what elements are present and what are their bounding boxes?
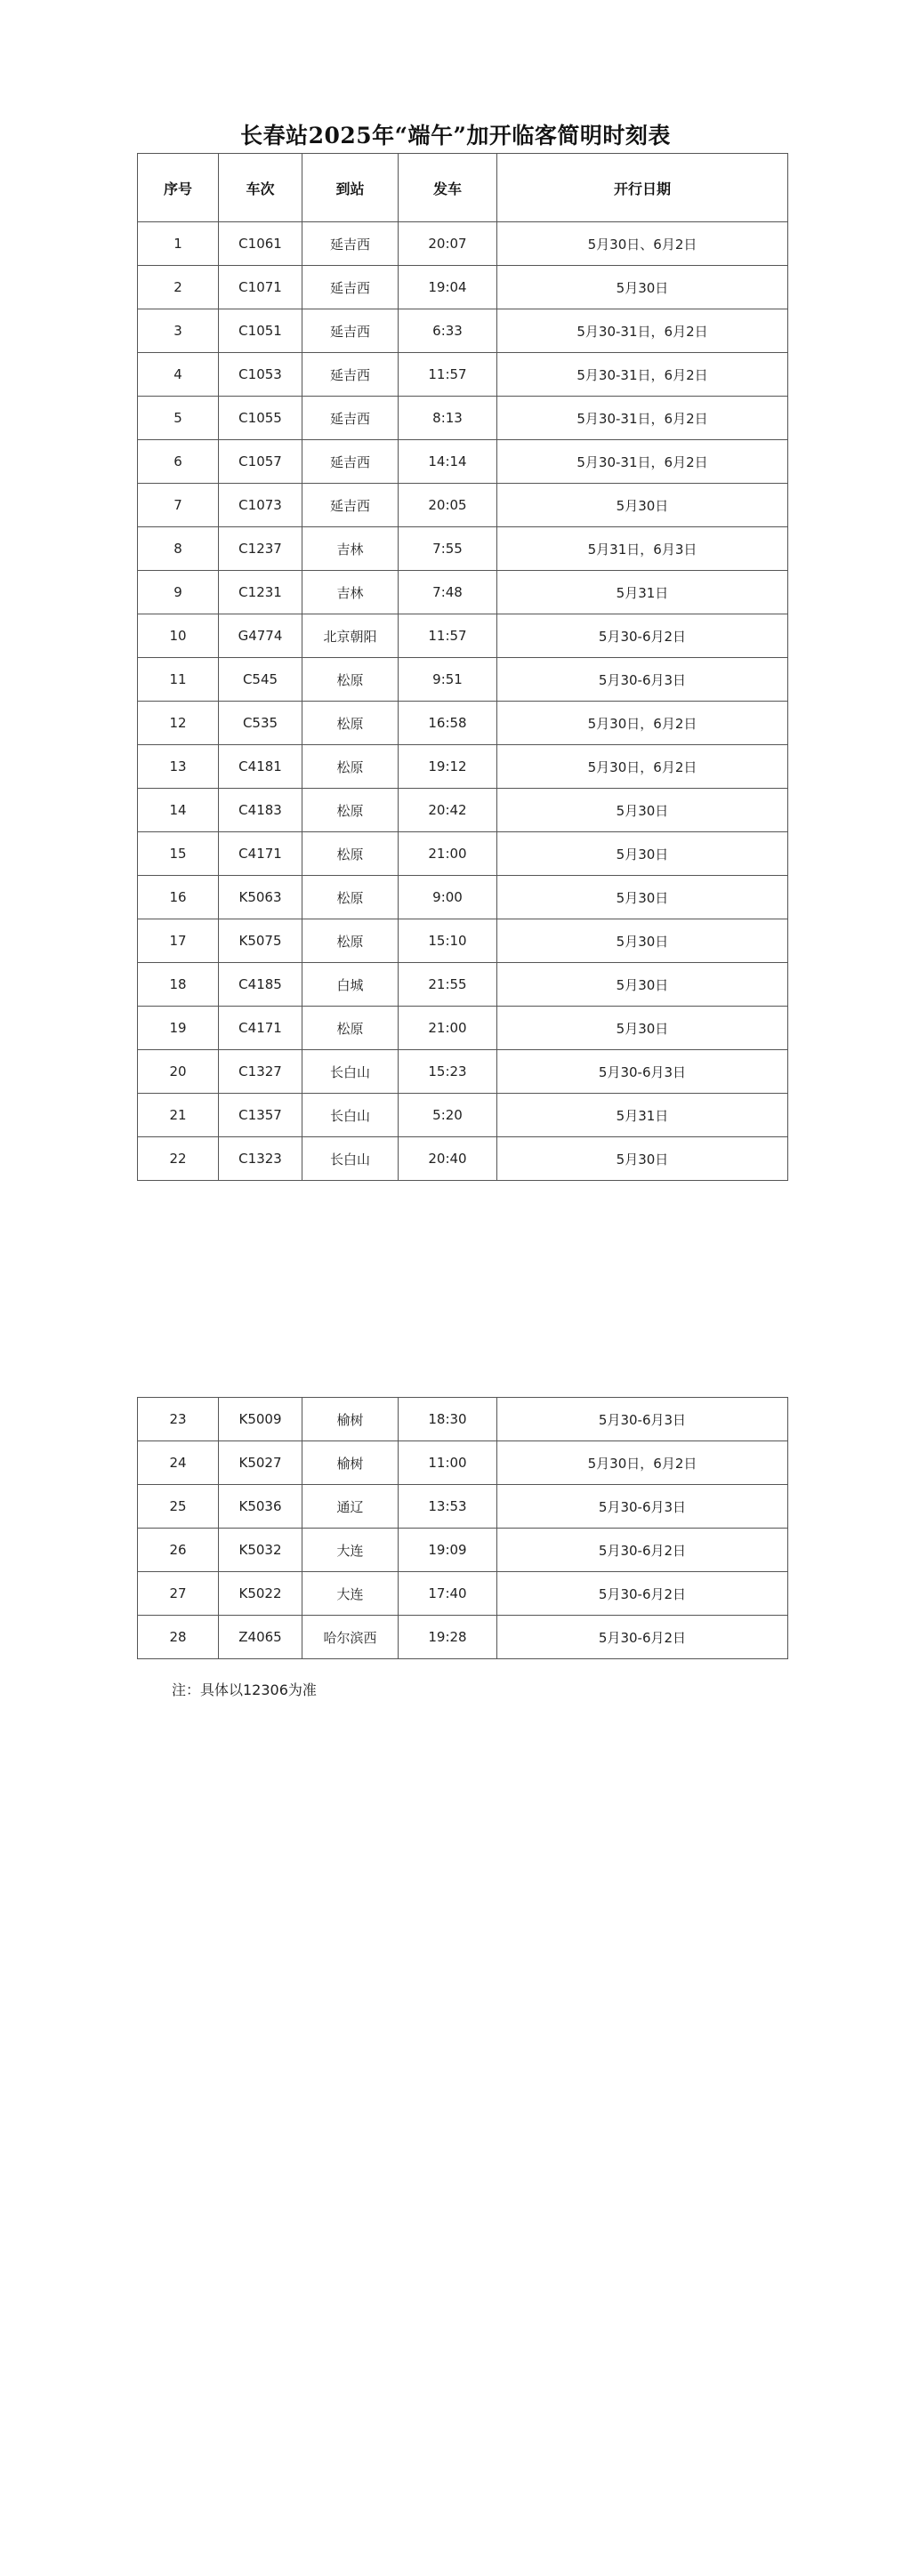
cell-train: C4185 xyxy=(219,963,302,1007)
table-row xyxy=(138,309,788,353)
cell-seq: 13 xyxy=(138,745,219,789)
table-row xyxy=(138,789,788,832)
cell-seq: 28 xyxy=(138,1616,219,1659)
cell-destination: 延吉西 xyxy=(302,353,399,397)
cell-train: K5063 xyxy=(219,876,302,919)
cell-train: K5075 xyxy=(219,919,302,963)
table-row xyxy=(138,440,788,484)
cell-destination: 长白山 xyxy=(302,1094,399,1137)
cell-train: C1061 xyxy=(219,222,302,266)
cell-departure: 20:40 xyxy=(399,1137,497,1181)
cell-seq: 7 xyxy=(138,484,219,527)
cell-train: K5032 xyxy=(219,1529,302,1572)
cell-train: C1071 xyxy=(219,266,302,309)
cell-destination: 松原 xyxy=(302,702,399,745)
cell-train: K5036 xyxy=(219,1485,302,1529)
cell-departure: 11:00 xyxy=(399,1441,497,1485)
cell-destination: 长白山 xyxy=(302,1137,399,1181)
cell-dates: 5月30日 xyxy=(497,963,788,1007)
header-dates: 开行日期 xyxy=(497,154,788,222)
cell-departure: 21:00 xyxy=(399,1007,497,1050)
cell-destination: 松原 xyxy=(302,832,399,876)
cell-dates: 5月30日 xyxy=(497,1007,788,1050)
cell-dates: 5月30日，6月2日 xyxy=(497,745,788,789)
cell-destination: 白城 xyxy=(302,963,399,1007)
cell-train: C1231 xyxy=(219,571,302,614)
cell-train: C545 xyxy=(219,658,302,702)
cell-departure: 9:51 xyxy=(399,658,497,702)
cell-train: C1053 xyxy=(219,353,302,397)
cell-dates: 5月31日 xyxy=(497,571,788,614)
table-row xyxy=(138,963,788,1007)
cell-train: C1323 xyxy=(219,1137,302,1181)
cell-dates: 5月30日、6月2日 xyxy=(497,222,788,266)
cell-train: C535 xyxy=(219,702,302,745)
cell-train: C4181 xyxy=(219,745,302,789)
cell-dates: 5月30-6月2日 xyxy=(497,1616,788,1659)
cell-destination: 松原 xyxy=(302,789,399,832)
cell-dates: 5月30-6月3日 xyxy=(497,658,788,702)
cell-departure: 18:30 xyxy=(399,1398,497,1441)
table-row xyxy=(138,266,788,309)
cell-train: C4171 xyxy=(219,832,302,876)
table-row xyxy=(138,745,788,789)
cell-dates: 5月30-31日，6月2日 xyxy=(497,440,788,484)
table-row xyxy=(138,614,788,658)
cell-seq: 9 xyxy=(138,571,219,614)
cell-seq: 2 xyxy=(138,266,219,309)
cell-seq: 11 xyxy=(138,658,219,702)
cell-dates: 5月30日 xyxy=(497,919,788,963)
cell-dates: 5月30-6月3日 xyxy=(497,1050,788,1094)
cell-train: C1237 xyxy=(219,527,302,571)
cell-departure: 19:09 xyxy=(399,1529,497,1572)
cell-departure: 17:40 xyxy=(399,1572,497,1616)
table-row xyxy=(138,1137,788,1181)
cell-departure: 20:07 xyxy=(399,222,497,266)
cell-seq: 26 xyxy=(138,1529,219,1572)
cell-seq: 8 xyxy=(138,527,219,571)
cell-seq: 12 xyxy=(138,702,219,745)
table-row xyxy=(138,353,788,397)
cell-dates: 5月30-31日，6月2日 xyxy=(497,353,788,397)
table-row xyxy=(138,1007,788,1050)
cell-destination: 吉林 xyxy=(302,571,399,614)
cell-train: Z4065 xyxy=(219,1616,302,1659)
cell-dates: 5月30-31日，6月2日 xyxy=(497,309,788,353)
cell-seq: 24 xyxy=(138,1441,219,1485)
header-destination: 到站 xyxy=(302,154,399,222)
cell-departure: 21:00 xyxy=(399,832,497,876)
cell-seq: 3 xyxy=(138,309,219,353)
cell-train: C1051 xyxy=(219,309,302,353)
cell-destination: 北京朝阳 xyxy=(302,614,399,658)
table-row xyxy=(138,222,788,266)
cell-departure: 14:14 xyxy=(399,440,497,484)
cell-seq: 5 xyxy=(138,397,219,440)
cell-seq: 19 xyxy=(138,1007,219,1050)
table-row xyxy=(138,702,788,745)
timetable-table-part1 xyxy=(137,153,788,1181)
cell-destination: 延吉西 xyxy=(302,266,399,309)
cell-seq: 1 xyxy=(138,222,219,266)
cell-departure: 8:13 xyxy=(399,397,497,440)
cell-departure: 20:05 xyxy=(399,484,497,527)
table-row xyxy=(138,919,788,963)
table-row xyxy=(138,1094,788,1137)
cell-dates: 5月30-6月2日 xyxy=(497,614,788,658)
table-row xyxy=(138,397,788,440)
cell-destination: 松原 xyxy=(302,745,399,789)
cell-dates: 5月31日 xyxy=(497,1094,788,1137)
cell-destination: 延吉西 xyxy=(302,484,399,527)
cell-dates: 5月30日 xyxy=(497,484,788,527)
cell-destination: 松原 xyxy=(302,919,399,963)
cell-departure: 5:20 xyxy=(399,1094,497,1137)
cell-seq: 10 xyxy=(138,614,219,658)
cell-train: C1327 xyxy=(219,1050,302,1094)
cell-seq: 17 xyxy=(138,919,219,963)
header-train: 车次 xyxy=(219,154,302,222)
table-row xyxy=(138,484,788,527)
cell-train: K5009 xyxy=(219,1398,302,1441)
cell-seq: 16 xyxy=(138,876,219,919)
cell-dates: 5月30-6月3日 xyxy=(497,1485,788,1529)
header-row xyxy=(138,154,788,222)
cell-departure: 9:00 xyxy=(399,876,497,919)
cell-dates: 5月30日 xyxy=(497,876,788,919)
table-row xyxy=(138,658,788,702)
cell-seq: 15 xyxy=(138,832,219,876)
cell-destination: 松原 xyxy=(302,1007,399,1050)
cell-destination: 榆树 xyxy=(302,1398,399,1441)
cell-seq: 23 xyxy=(138,1398,219,1441)
cell-seq: 4 xyxy=(138,353,219,397)
cell-departure: 20:42 xyxy=(399,789,497,832)
header-seq: 序号 xyxy=(138,154,219,222)
cell-dates: 5月30-6月3日 xyxy=(497,1398,788,1441)
cell-seq: 25 xyxy=(138,1485,219,1529)
cell-dates: 5月30-6月2日 xyxy=(497,1529,788,1572)
cell-dates: 5月30日 xyxy=(497,789,788,832)
cell-destination: 松原 xyxy=(302,876,399,919)
table-row xyxy=(138,1616,788,1659)
cell-train: C1073 xyxy=(219,484,302,527)
cell-dates: 5月30日 xyxy=(497,266,788,309)
cell-destination: 大连 xyxy=(302,1529,399,1572)
cell-seq: 18 xyxy=(138,963,219,1007)
cell-dates: 5月30日，6月2日 xyxy=(497,702,788,745)
cell-train: K5027 xyxy=(219,1441,302,1485)
cell-departure: 7:48 xyxy=(399,571,497,614)
cell-destination: 通辽 xyxy=(302,1485,399,1529)
cell-train: C1057 xyxy=(219,440,302,484)
cell-departure: 6:33 xyxy=(399,309,497,353)
table-row xyxy=(138,527,788,571)
cell-seq: 14 xyxy=(138,789,219,832)
cell-dates: 5月30-31日，6月2日 xyxy=(497,397,788,440)
table-row xyxy=(138,1485,788,1529)
cell-seq: 20 xyxy=(138,1050,219,1094)
cell-departure: 16:58 xyxy=(399,702,497,745)
cell-destination: 松原 xyxy=(302,658,399,702)
cell-destination: 延吉西 xyxy=(302,222,399,266)
cell-dates: 5月30-6月2日 xyxy=(497,1572,788,1616)
cell-destination: 大连 xyxy=(302,1572,399,1616)
table-row xyxy=(138,1050,788,1094)
header-departure: 发车 xyxy=(399,154,497,222)
cell-departure: 19:12 xyxy=(399,745,497,789)
cell-train: C1055 xyxy=(219,397,302,440)
timetable-table-part2 xyxy=(137,1397,788,1659)
table-row xyxy=(138,876,788,919)
cell-destination: 长白山 xyxy=(302,1050,399,1094)
cell-train: C4171 xyxy=(219,1007,302,1050)
cell-departure: 15:23 xyxy=(399,1050,497,1094)
cell-departure: 7:55 xyxy=(399,527,497,571)
cell-destination: 榆树 xyxy=(302,1441,399,1485)
cell-seq: 22 xyxy=(138,1137,219,1181)
cell-departure: 21:55 xyxy=(399,963,497,1007)
cell-dates: 5月31日，6月3日 xyxy=(497,527,788,571)
cell-departure: 11:57 xyxy=(399,353,497,397)
table-row xyxy=(138,1441,788,1485)
cell-dates: 5月30日 xyxy=(497,832,788,876)
cell-seq: 21 xyxy=(138,1094,219,1137)
footnote: 注：具体以12306为准 xyxy=(172,1681,317,1698)
cell-destination: 吉林 xyxy=(302,527,399,571)
cell-departure: 19:04 xyxy=(399,266,497,309)
cell-departure: 13:53 xyxy=(399,1485,497,1529)
table-row xyxy=(138,1572,788,1616)
cell-destination: 哈尔滨西 xyxy=(302,1616,399,1659)
cell-seq: 6 xyxy=(138,440,219,484)
cell-departure: 11:57 xyxy=(399,614,497,658)
table-row xyxy=(138,1529,788,1572)
table-row xyxy=(138,832,788,876)
cell-dates: 5月30日 xyxy=(497,1137,788,1181)
cell-train: K5022 xyxy=(219,1572,302,1616)
cell-destination: 延吉西 xyxy=(302,309,399,353)
cell-seq: 27 xyxy=(138,1572,219,1616)
cell-train: C4183 xyxy=(219,789,302,832)
cell-destination: 延吉西 xyxy=(302,440,399,484)
table-row xyxy=(138,1398,788,1441)
cell-departure: 15:10 xyxy=(399,919,497,963)
cell-departure: 19:28 xyxy=(399,1616,497,1659)
cell-dates: 5月30日，6月2日 xyxy=(497,1441,788,1485)
cell-destination: 延吉西 xyxy=(302,397,399,440)
page-title: 长春站2025年“端午”加开临客简明时刻表 xyxy=(240,123,671,148)
table-row xyxy=(138,571,788,614)
cell-train: C1357 xyxy=(219,1094,302,1137)
cell-train: G4774 xyxy=(219,614,302,658)
